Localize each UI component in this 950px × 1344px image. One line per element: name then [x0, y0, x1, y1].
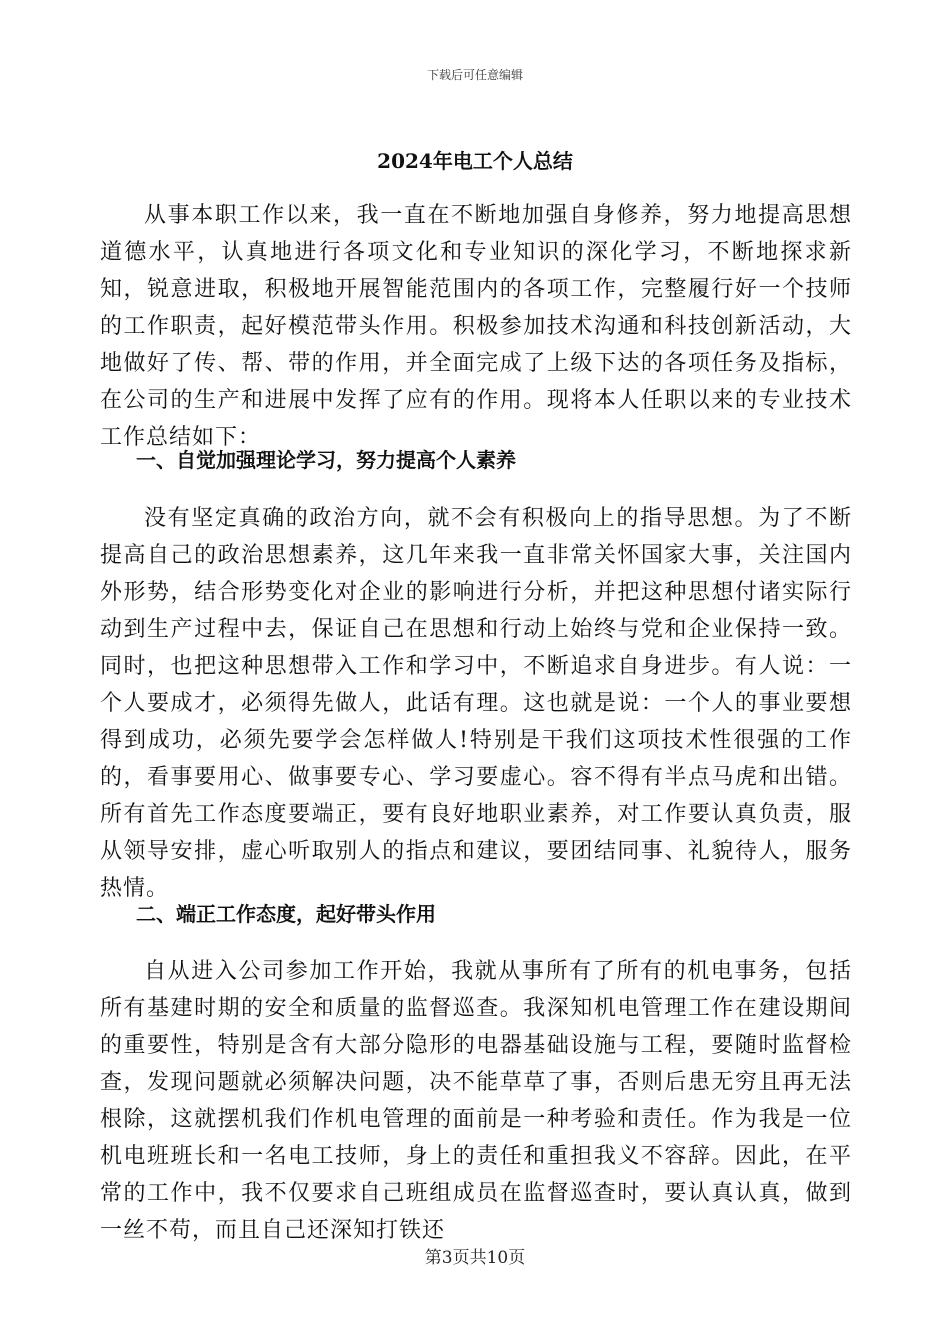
header-note: 下载后可任意编辑 [426, 68, 523, 82]
intro-paragraph: 从事本职工作以来，我一直在不断地加强自身修养，努力地提高思想道德水平，认真地进行各项文化和专业知识的深化学习，不断地探求新知，锐意进取，积极地开展智能范围内的各项工作，完整履行好一个技师的工作职责，起好模范带头作用。积极参加技术沟通和科技创新活动，大地做好了传、帮、带的作用，并全面完成了上级下达的各项任务及指标，在公司的生产和进展中发挥了应有的作用。现将本人任职以来的专业技术工作总结如下： [100, 203, 852, 450]
section-2 [100, 896, 852, 933]
document-title: 2024年电工个人总结 [377, 149, 573, 173]
section-2-paragraph: 自从进入公司参加工作开始，我就从事所有了所有的机电事务，包括所有基建时期的安全和质量的监督巡查。我深知机电管理工作在建设期间的重要性，特别是含有大部分隐形的电器基础设施与工程，要随时监督检查，发现问题就必须解决问题，决不能草草了事，否则后患无穷且再无法根除，这就摆机我们作机电管理的面前是一种考验和责任。作为我是一位机电班班长和一名电工技师，身上的责任和重担我义不容辞。因此，在平常的工作中，我不仅要求自己班组成员在监督巡查时，要认真认真，做到一丝不苟，而且自己还深知打铁还 [100, 959, 852, 1243]
section-1-heading: 一、自觉加强理论学习，努力提高个人素养 [136, 448, 516, 472]
intro-block [100, 197, 852, 456]
section-1-paragraph: 没有坚定真确的政治方向，就不会有积极向上的指导思想。为了不断提高自己的政治思想素养，这几年来我一直非常关怀国家大事，关注国内外形势，结合形势变化对企业的影响进行分析，并把这种思想付诸实际行动到生产过程中去，保证自己在思想和行动上始终与党和企业保持一致。同时，也把这种思想带入工作和学习中，不断追求自身进步。有人说：一个人要成才，必须得先做人，此话有理。这也就是说：一个人的事业要想得到成功，必须先要学会怎样做人!特别是干我们这项技术性很强的工作的，看事要用心、做事要专心、学习要虚心。容不得有半点马虎和出错。所有首先工作态度要端正，要有良好地职业素养，对工作要认真负责，服从领导安排，虚心听取别人的指点和建议，要团结同事、礼貌待人，服务热情。 [100, 506, 852, 901]
section-2-body [100, 953, 852, 1249]
section-1-body [100, 500, 852, 907]
section-1 [100, 442, 852, 479]
section-2-heading: 二、端正工作态度，起好带头作用 [136, 902, 436, 926]
page-number-footer: 第3页共10页 [424, 1248, 526, 1268]
